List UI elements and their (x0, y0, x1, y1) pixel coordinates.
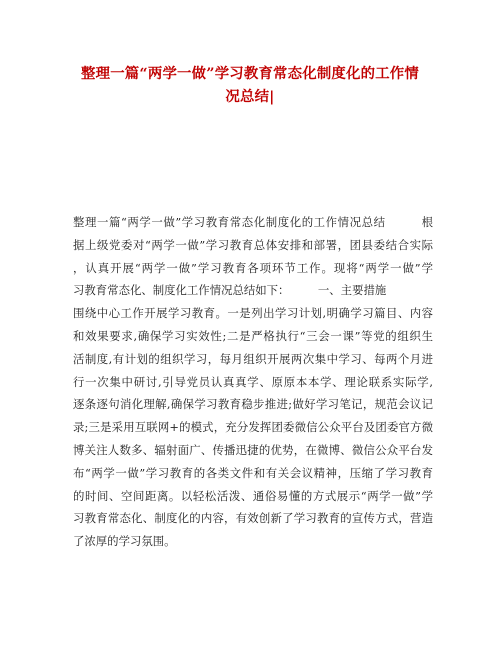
body-line: 行一次集中研讨,引导党员认真真学、原原本本学、理论联系实际学, (73, 374, 433, 389)
body-line: 录;三是采用互联网+的模式，充分发挥团委微信公众平台及团委官方微 (73, 420, 433, 435)
body-line: 的时间、空间距离。以轻松活泼、通俗易懂的方式展示“两学一做”学 (73, 488, 433, 503)
body-line: 活制度,有计划的组织学习，每月组织开展两次集中学习、每两个月进 (73, 351, 433, 366)
document-title (62, 62, 438, 108)
body-line: 逐条逐句消化理解,确保学习教育稳步推进;做好学习笔记，规范会议记 (73, 397, 433, 412)
document-body (73, 211, 433, 553)
body-line: 和效果要求,确保学习实效性;二是严格执行“三会一课”等党的组织生 (73, 328, 433, 343)
body-line: 习教育常态化、制度化的内容，有效创新了学习教育的宣传方式，营造 (73, 511, 433, 526)
body-line: 据上级党委对“两学一做”学习教育总体安排和部署，团县委结合实际 (73, 237, 433, 252)
body-line: 围绕中心工作开展学习教育。一是列出学习计划,明确学习篇目、内容 (73, 306, 433, 321)
body-line: 了浓厚的学习氛围。 (73, 534, 176, 549)
body-line: 布“两学一做”学习教育的各类文件和有关会议精神，压缩了学习教育 (73, 465, 433, 480)
body-line: 整理一篇“两学一做”学习教育常态化制度化的工作情况总结 根 (73, 215, 433, 229)
body-line: 习教育常态化、制度化工作情况总结如下： 一、主要措施 (73, 283, 387, 298)
title-line: 况总结| (225, 87, 275, 105)
body-line: 博关注人数多、辐射面广、传播迅捷的优势，在微博、微信公众平台发 (73, 442, 433, 457)
body-line: ，认真开展“两学一做”学习教育各项环节工作。现将“两学一做”学 (73, 260, 433, 275)
title-line: 整理一篇“两学一做”学习教育常态化制度化的工作情 (81, 65, 419, 82)
